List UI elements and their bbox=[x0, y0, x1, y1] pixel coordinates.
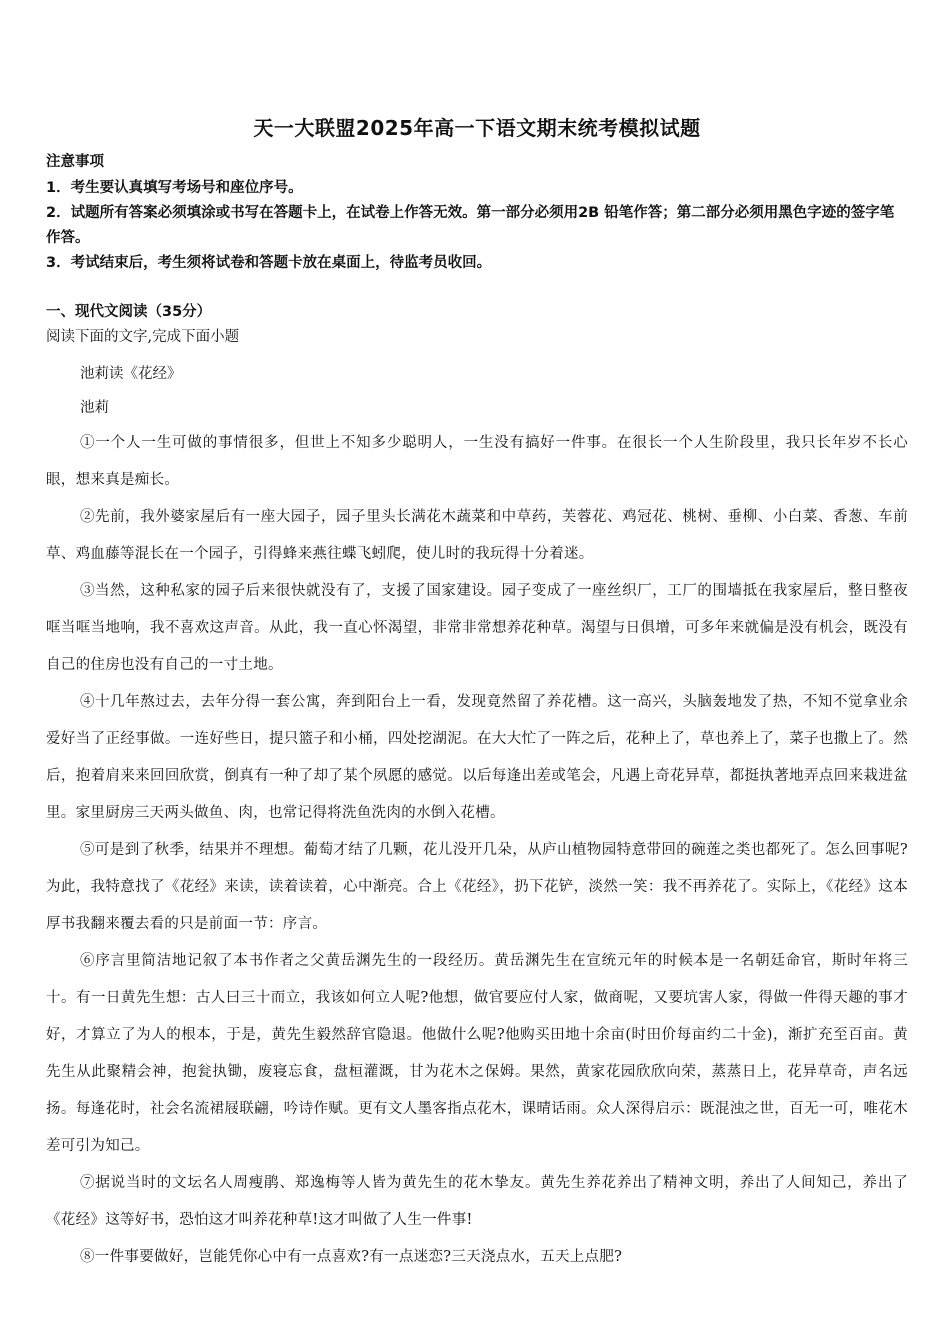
essay-paragraph: ⑦据说当时的文坛名人周瘦鹃、郑逸梅等人皆为黄先生的花木挚友。黄先生养花养出了精神文明，养出了人间知己，养出了《花经》这等好书，恐怕这才叫养花种草!这才叫做了人生一件事! bbox=[46, 1175, 908, 1228]
reading-instruction: 阅读下面的文字,完成下面小题 bbox=[46, 329, 240, 345]
notice-item: 3．考试结束后，考生须将试卷和答题卡放在桌面上，待监考员收回。 bbox=[46, 255, 492, 271]
essay-paragraph: ④十几年熬过去，去年分得一套公寓，奔到阳台上一看，发现竟然留了养花槽。这一高兴，头脑轰地发了热，不知不觉拿业余爱好当了正经事做。一连好些日，提只篮子和小桶，四处挖湖泥。在大大忙了一阵之后，花种上了，草也养上了，菜子也撒上了。然后，抱着肩来来回回欣赏，倒真有一种了却了某个夙愿的感觉。以后每逢出差或笔会，凡遇上奇花异草，都挺执著地弄点回来栽进盆里。家里厨房三天两头做鱼、肉，也常记得将洗鱼洗肉的水倒入花槽。 bbox=[46, 694, 908, 821]
essay bbox=[46, 357, 908, 1276]
essay-paragraph: ②先前，我外婆家屋后有一座大园子，园子里头长满花木蔬菜和中草药，芙蓉花、鸡冠花、桃树、垂柳、小白菜、香葱、车前草、鸡血藤等混长在一个园子，引得蜂来燕往蝶飞蚓爬，使儿时的我玩得十分着迷。 bbox=[46, 509, 908, 562]
notice-item: 1．考生要认真填写考场号和座位序号。 bbox=[46, 180, 303, 196]
essay-paragraph: ⑧一件事要做好，岂能凭你心中有一点喜欢?有一点迷恋?三天浇点水，五天上点肥? bbox=[80, 1249, 623, 1265]
essay-title: 池莉读《花经》 bbox=[80, 366, 182, 382]
essay-paragraph: ③当然，这种私家的园子后来很快就没有了，支援了国家建设。园子变成了一座丝织厂，工厂的围墙抵在我家屋后，整日整夜哐当哐当地响，我不喜欢这声音。从此，我一直心怀渴望，非常非常想养花种草。渴望与日俱增，可多年来就偏是没有机会，既没有自己的住房也没有自己的一寸土地。 bbox=[46, 583, 908, 673]
notice-list bbox=[46, 176, 908, 276]
essay-author: 池莉 bbox=[80, 400, 109, 416]
notice-item: 2．试题所有答案必须填涂或书写在答题卡上，在试卷上作答无效。第一部分必须用2B 铅笔作答；第二部分必须用黑色字迹的签字笔作答。 bbox=[46, 205, 895, 246]
notice-heading: 注意事项 bbox=[46, 154, 104, 170]
exam-title: 天一大联盟2025年高一下语文期末统考模拟试题 bbox=[253, 116, 701, 140]
section-title: 一、现代文阅读（35分） bbox=[46, 304, 212, 320]
essay-paragraph: ①一个人一生可做的事情很多，但世上不知多少聪明人，一生没有搞好一件事。在很长一个人生阶段里，我只长年岁不长心眼，想来真是痴长。 bbox=[46, 435, 908, 488]
essay-paragraph: ⑤可是到了秋季，结果并不理想。葡萄才结了几颗，花儿没开几朵，从庐山植物园特意带回的碗莲之类也都死了。怎么回事呢?为此，我特意找了《花经》来读，读着读着，心中渐亮。合上《花经》，扔下花铲，淡然一笑：我不再养花了。实际上，《花经》这本厚书我翻来覆去看的只是前面一节：序言。 bbox=[46, 842, 908, 932]
essay-paragraph: ⑥序言里简洁地记叙了本书作者之父黄岳渊先生的一段经历。黄岳渊先生在宣统元年的时候本是一名朝廷命官，斯时年将三十。有一日黄先生想：古人曰三十而立，我该如何立人呢?他想，做官要应付人家，做商呢，又要坑害人家，得做一件得天趣的事才好，才算立了为人的根本，于是，黄先生毅然辞官隐退。他做什么呢?他购买田地十余亩(时田价每亩约二十金)，渐扩充至百亩。黄先生从此聚精会神，抱瓮执锄，废寝忘食，盘桓灌溉，甘为花木之保姆。果然，黄家花园欣欣向荣，蒸蒸日上，花异草奇，声名远扬。每逢花时，社会名流裙屐联翩，吟诗作赋。更有文人墨客指点花木，课晴话雨。众人深得启示：既混浊之世，百无一可，唯花木差可引为知己。 bbox=[46, 953, 908, 1154]
